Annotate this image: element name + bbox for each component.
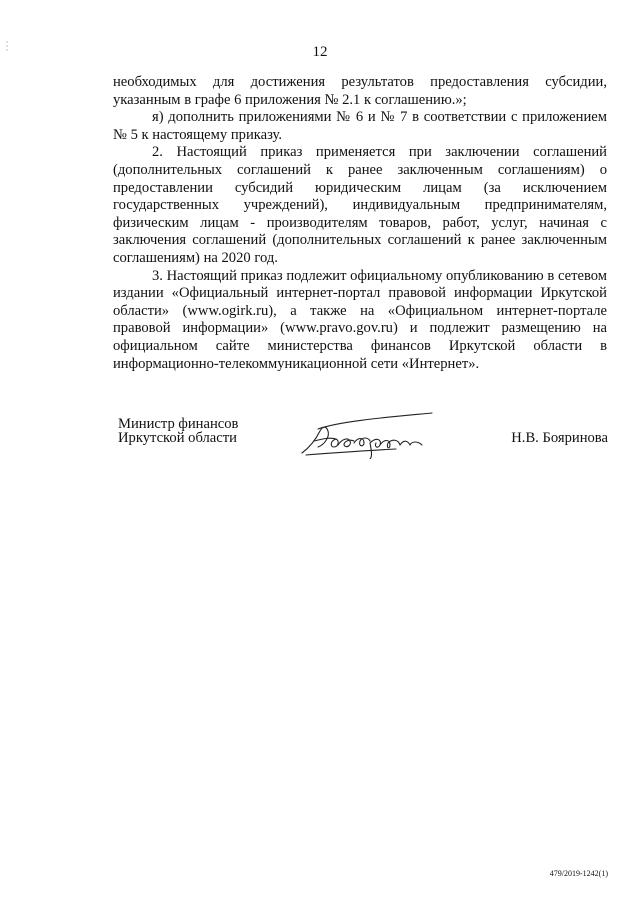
page-number: 12 <box>312 44 328 60</box>
scan-edge-marks <box>6 40 10 58</box>
document-body <box>113 74 607 373</box>
paragraph-item-ya: я) дополнить приложениями № 6 и № 7 в соответствии с приложением № 5 к настоящему приказу. <box>113 109 607 143</box>
paragraph-2: 2. Настоящий приказ применяется при заключении соглашений (дополнительных соглашений к ранее заключенным соглашениям) о предоставлении субсидий юридическим лицам (за исключением государственных учреждений), индивидуальным предпринимателям, физическим лицам - производителям товаров, работ, услуг, начиная с заключения соглашений (дополнительных соглашений к ранее заключенным соглашениям) на 2020 год. <box>113 144 607 266</box>
signer-title-line-2: Иркутской области <box>118 430 237 446</box>
signer-title <box>118 417 238 445</box>
paragraph-continuation: необходимых для достижения результатов предоставления субсидии, указанным в графе 6 приложения № 2.1 к соглашению.»; <box>113 74 607 108</box>
signer-name: Н.В. Бояринова <box>511 430 608 446</box>
paragraph-3: 3. Настоящий приказ подлежит официальному опубликованию в сетевом издании «Официальный интернет-портал правовой информации Иркутской области» (www.ogirk.ru), а также на «Официальном интернет-портале правовой информации» (www.pravo.gov.ru) и подлежит размещению на официальном сайте министерства финансов Иркутской области в информационно-телекоммуникационной сети «Интернет». <box>113 267 607 372</box>
document-code: 479/2019-1242(1) <box>549 869 608 878</box>
signer-title-line-1: Министр финансов <box>118 416 239 432</box>
signature-block <box>118 417 608 461</box>
handwritten-signature <box>300 411 440 459</box>
